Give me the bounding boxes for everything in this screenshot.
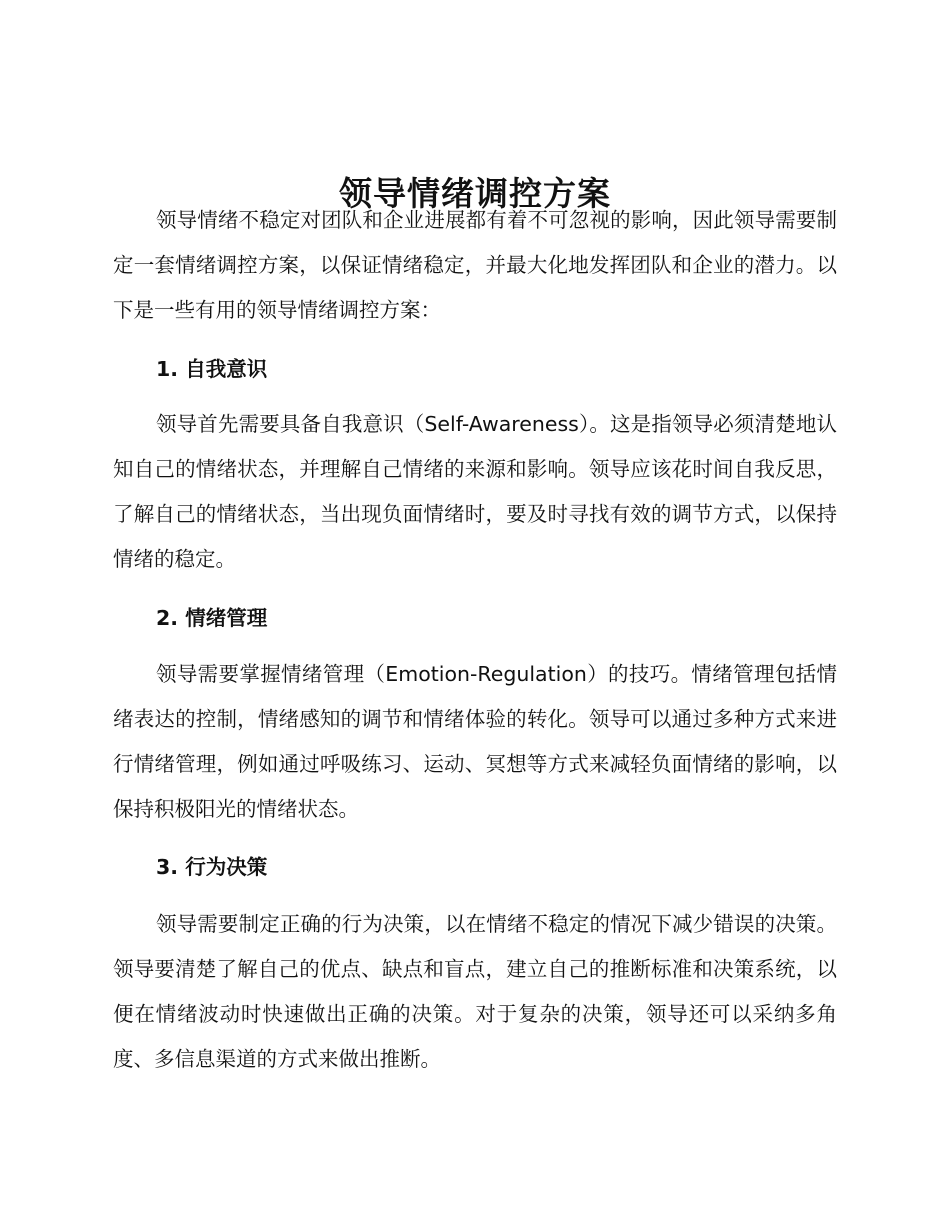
section-body-emotion-management: 领导需要掌握情绪管理（Emotion-Regulation）的技巧。情绪管理包括情绪表达的控制，情绪感知的调节和情绪体验的转化。领导可以通过多种方式来进行情绪管理，例如通过呼吸练习、运动、冥想等方式来减轻负面情绪的影响，以保持积极阳光的情绪状态。 <box>113 662 837 821</box>
section-body-self-awareness: 领导首先需要具备自我意识（Self-Awareness）。这是指领导必须清楚地认知自己的情绪状态，并理解自己情绪的来源和影响。领导应该花时间自我反思，了解自己的情绪状态，当出现负面情绪时，要及时寻找有效的调节方式，以保持情绪的稳定。 <box>113 412 837 571</box>
document-title: 领导情绪调控方案 <box>339 174 611 214</box>
intro-paragraph: 领导情绪不稳定对团队和企业进展都有着不可忽视的影响，因此领导需要制定一套情绪调控方案，以保证情绪稳定，并最大化地发挥团队和企业的潜力。以下是一些有用的领导情绪调控方案： <box>113 208 837 322</box>
section-heading-decision-making: 3. 行为决策 <box>156 855 268 879</box>
section-body-decision-making: 领导需要制定正确的行为决策，以在情绪不稳定的情况下减少错误的决策。领导要清楚了解自己的优点、缺点和盲点，建立自己的推断标准和决策系统，以便在情绪波动时快速做出正确的决策。对于复杂的决策，领导还可以采纳多角度、多信息渠道的方式来做出推断。 <box>113 912 837 1071</box>
section-heading-self-awareness: 1. 自我意识 <box>156 357 268 381</box>
section-heading-emotion-management: 2. 情绪管理 <box>156 606 268 630</box>
